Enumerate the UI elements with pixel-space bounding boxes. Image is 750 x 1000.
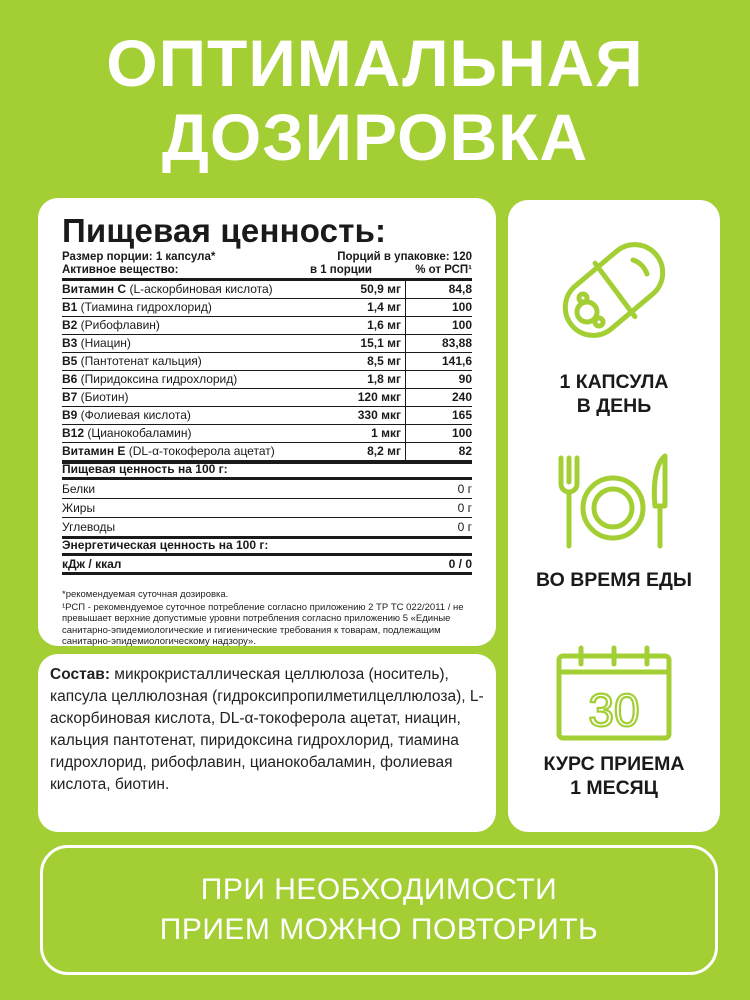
nutrient-amount: 15,1 мг	[320, 335, 406, 352]
composition-label: Состав:	[50, 666, 110, 683]
col-substance: Активное вещество:	[62, 264, 179, 276]
nutrient-amount: 120 мкг	[320, 389, 406, 406]
nutrient-name-bold: Витамин С	[62, 282, 127, 296]
nutrient-name-bold: В9	[62, 408, 78, 422]
macro-value: 0 г	[457, 481, 472, 496]
nutrient-amount: 1,8 мг	[320, 371, 406, 388]
calendar-number: 30	[588, 684, 640, 736]
nutrient-row	[62, 299, 472, 317]
feature-course	[508, 644, 720, 800]
capsule-icon	[549, 226, 679, 354]
nutrient-name-rest: (Рибофлавин)	[77, 318, 160, 332]
features-card	[508, 200, 720, 832]
nutrient-name	[62, 426, 320, 441]
nutrient-name-rest: (Фолиевая кислота)	[77, 408, 191, 422]
nutrient-row	[62, 443, 472, 461]
nutrient-row	[62, 353, 472, 371]
nutrient-name-rest: (L-аскорбиновая кислота)	[126, 282, 273, 296]
nutrition-table-header	[62, 264, 472, 281]
nutrient-name-rest: (Пантотенат кальция)	[77, 354, 202, 368]
nutrient-name	[62, 300, 320, 315]
nutrient-amount: 50,9 мг	[320, 281, 406, 298]
nutrient-name-bold: В3	[62, 336, 78, 350]
footnote-1: *рекомендуемая суточная дозировка.	[62, 589, 229, 600]
nutrient-name-bold: В5	[62, 354, 78, 368]
nutrient-row	[62, 335, 472, 353]
nutrient-amount: 8,2 мг	[320, 443, 406, 460]
nutrient-name-bold: Витамин Е	[62, 444, 126, 458]
feature-capsule	[508, 226, 720, 418]
nutrient-amount: 330 мкг	[320, 407, 406, 424]
feature-meal	[508, 452, 720, 592]
col-percent: % от РСП¹	[415, 264, 472, 276]
nutrient-name-rest: (Тиамина гидрохлорид)	[77, 300, 212, 314]
repeat-course-banner	[40, 845, 718, 975]
banner-line2: ПРИЕМ МОЖНО ПОВТОРИТЬ	[159, 913, 599, 946]
col-per-serving: в 1 порции	[309, 264, 372, 276]
nutrient-name	[62, 282, 320, 297]
feature-capsule-line1: 1 КАПСУЛА	[559, 371, 669, 393]
servings-per-pack: Порций в упаковке: 120	[337, 251, 472, 263]
nutrient-percent: 83,88	[441, 336, 472, 350]
nutrient-percent: 82	[458, 444, 472, 458]
nutrition-footnotes	[62, 589, 472, 648]
macro-name: Углеводы	[62, 519, 116, 534]
nutrient-percent: 100	[451, 318, 472, 332]
per100-title: Пищевая ценность на 100 г:	[62, 461, 472, 480]
nutrient-name-bold: В1	[62, 300, 78, 314]
energy-value: 0 / 0	[448, 556, 472, 571]
nutrition-card	[38, 198, 496, 646]
nutrient-name	[62, 390, 320, 405]
nutrition-title: Пищевая ценность:	[62, 212, 387, 249]
nutrition-rows	[62, 281, 472, 461]
footnote-2: ¹РСП - рекомендуемое суточное потребление согласно приложению 2 ТР ТС 022/2011 / не превышает верхние допустимые уровни потребления согласно приложению 5 «Единые санитарно-эпидемиологические и гигиенические требования к товарам, подлежащим санитарно-эпидемиологическому надзору».	[62, 601, 464, 647]
nutrient-percent: 165	[451, 408, 472, 422]
macro-row	[62, 480, 472, 499]
nutrient-row	[62, 389, 472, 407]
nutrient-name-rest: (DL-α-токоферола ацетат)	[125, 444, 275, 458]
composition-card	[38, 654, 496, 832]
feature-capsule-line2: В ДЕНЬ	[576, 395, 652, 417]
nutrient-name	[62, 336, 320, 351]
energy-row	[62, 556, 472, 575]
headline-line2: ДОЗИРОВКА	[161, 100, 589, 174]
feature-course-line1: КУРС ПРИЕМА	[543, 753, 685, 775]
feature-meal-line1: ВО ВРЕМЯ ЕДЫ	[536, 569, 692, 591]
nutrient-amount: 1,4 мг	[320, 299, 406, 316]
nutrient-percent: 240	[451, 390, 472, 404]
plate-cutlery-icon	[549, 452, 679, 552]
energy-title: Энергетическая ценность на 100 г:	[62, 537, 472, 556]
nutrient-percent: 84,8	[448, 282, 472, 296]
macro-rows	[62, 480, 472, 537]
nutrient-name	[62, 354, 320, 369]
serving-size: Размер порции: 1 капсула*	[62, 251, 216, 263]
macro-value: 0 г	[457, 500, 472, 515]
nutrient-row	[62, 407, 472, 425]
nutrient-row	[62, 425, 472, 443]
nutrient-name-bold: В6	[62, 372, 78, 386]
energy-label: кДж / ккал	[62, 556, 122, 571]
nutrient-row	[62, 371, 472, 389]
nutrient-percent: 100	[451, 300, 472, 314]
macro-row	[62, 499, 472, 518]
composition-text	[50, 664, 484, 796]
nutrient-name-rest: (Пиридоксина гидрохлорид)	[77, 372, 238, 386]
macro-name: Жиры	[62, 500, 96, 515]
headline-line1: ОПТИМАЛЬНАЯ	[106, 26, 644, 100]
nutrient-amount: 8,5 мг	[320, 353, 406, 370]
macro-row	[62, 518, 472, 537]
calendar-icon	[549, 644, 679, 742]
nutrient-name	[62, 444, 320, 459]
composition-body: микрокристаллическая целлюлоза (носитель), капсула целлюлозная (гидроксипропилметилцеллюлоза), L-аскорбиновая кислота, DL-α-токоферола ацетат, ниацин, кальция пантотенат, пиридоксина гидрохлорид, тиамина гидрохлорид, рибофлавин, цианокобаламин, фолиевая кислота, биотин.	[50, 666, 484, 793]
nutrient-name-bold: В2	[62, 318, 78, 332]
nutrient-name-rest: (Цианокобаламин)	[84, 426, 192, 440]
nutrient-amount: 1 мкг	[320, 425, 406, 442]
macro-value: 0 г	[457, 519, 472, 534]
headline	[0, 26, 750, 174]
nutrient-row	[62, 281, 472, 299]
nutrient-percent: 141,6	[441, 354, 472, 368]
serving-meta	[62, 250, 472, 264]
nutrient-name-rest: (Биотин)	[77, 390, 129, 404]
macro-name: Белки	[62, 481, 96, 496]
nutrient-amount: 1,6 мг	[320, 317, 406, 334]
nutrient-name-rest: (Ниацин)	[77, 336, 131, 350]
nutrient-name	[62, 372, 320, 387]
nutrient-row	[62, 317, 472, 335]
nutrient-percent: 90	[458, 372, 472, 386]
feature-course-line2: 1 МЕСЯЦ	[570, 777, 658, 799]
nutrient-name-bold: В12	[62, 426, 85, 440]
nutrient-percent: 100	[451, 426, 472, 440]
nutrient-name-bold: В7	[62, 390, 78, 404]
nutrient-name	[62, 408, 320, 423]
nutrient-name	[62, 318, 320, 333]
banner-line1: ПРИ НЕОБХОДИМОСТИ	[200, 873, 558, 906]
